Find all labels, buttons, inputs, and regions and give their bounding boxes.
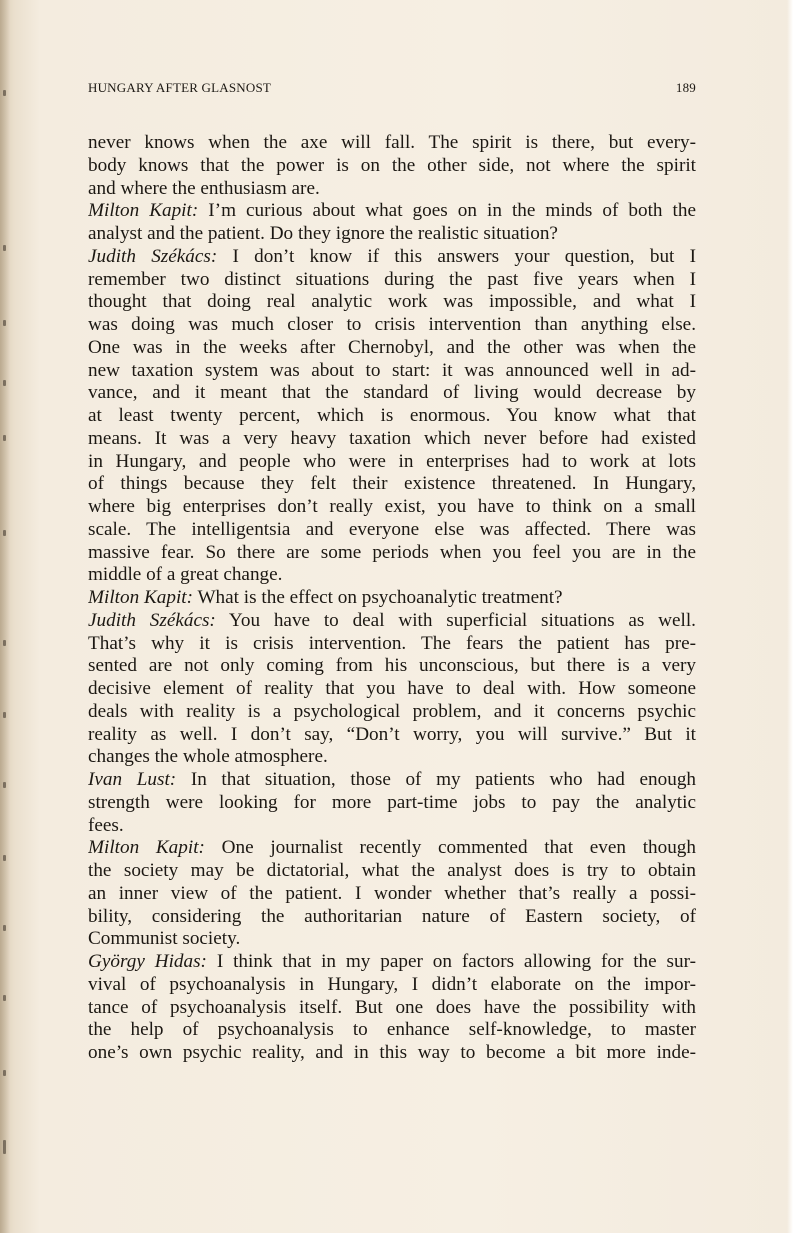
body-text — [88, 132, 696, 1065]
text-line — [88, 246, 696, 269]
margin-speck — [3, 782, 6, 788]
line-text: One was in the weeks after Chernobyl, and the other was when the — [88, 336, 696, 358]
margin-speck — [3, 712, 6, 718]
text-line — [88, 678, 696, 701]
text-line — [88, 155, 696, 178]
line-text: an inner view of the patient. I wonder whether that’s really a possi- — [88, 882, 696, 904]
text-line — [88, 337, 696, 360]
line-text: massive fear. So there are some periods when you feel you are in the — [88, 541, 696, 563]
text-line — [88, 701, 696, 724]
text-line — [88, 906, 696, 929]
text-line — [88, 291, 696, 314]
text-line — [88, 587, 696, 610]
line-text: I’m curious about what goes on in the minds of both the — [198, 200, 696, 222]
margin-speck — [3, 435, 6, 441]
line-text: fees. — [88, 814, 124, 836]
line-text: You have to deal with superficial situations as well. — [215, 609, 696, 631]
speaker-name: Judith Székács: — [88, 245, 218, 267]
line-text: the society may be dictatorial, what the analyst does is try to obtain — [88, 860, 696, 881]
page-edge — [787, 0, 793, 1233]
margin-speck — [3, 380, 6, 386]
text-line — [88, 405, 696, 428]
line-text: analyst and the patient. Do they ignore the realistic situation? — [88, 223, 558, 244]
text-line — [88, 200, 696, 223]
text-line — [88, 132, 696, 155]
line-text: One journalist recently commented that even though — [204, 837, 696, 859]
running-head-title: HUNGARY AFTER GLASNOST — [88, 80, 272, 95]
binding-gutter-shadow — [0, 0, 10, 1233]
margin-speck — [3, 995, 6, 1001]
text-line — [88, 655, 696, 678]
margin-speck — [3, 320, 6, 326]
text-line — [88, 178, 696, 201]
text-line — [88, 837, 696, 860]
margin-speck — [3, 530, 6, 536]
speaker-name: Ivan Lust: — [88, 769, 177, 790]
text-line — [88, 792, 696, 815]
text-line — [88, 860, 696, 883]
line-text: I don’t know if this answers your question, but I — [217, 245, 696, 267]
line-text: scale. The intelligentsia and everyone else was affected. There was — [88, 518, 696, 540]
line-text: tance of psychoanalysis itself. But one does have the possibility with — [88, 996, 696, 1018]
text-line — [88, 360, 696, 383]
text-line — [88, 542, 696, 565]
text-line — [88, 314, 696, 337]
text-line — [88, 815, 696, 838]
line-text: in Hungary, and people who were in enterprises had to work at lots — [88, 450, 696, 472]
running-header — [88, 80, 696, 100]
text-line — [88, 928, 696, 951]
text-line — [88, 473, 696, 496]
text-line — [88, 428, 696, 451]
margin-speck — [3, 245, 6, 251]
text-line — [88, 269, 696, 292]
margin-speck — [3, 90, 6, 96]
line-text: I think that in my paper on factors allowing for the sur- — [206, 951, 696, 972]
line-text: strength were looking for more part-time jobs to pay the analytic — [88, 791, 696, 813]
line-text: middle of a great change. — [88, 564, 283, 586]
line-text: was doing was much closer to crisis intervention than anything else. — [88, 314, 696, 335]
line-text: and where the enthusiasm are. — [88, 177, 320, 199]
text-line — [88, 769, 696, 792]
text-line — [88, 951, 696, 974]
text-line — [88, 223, 696, 246]
text-line — [88, 1042, 696, 1065]
line-text: remember two distinct situations during the past five years when I — [88, 268, 696, 290]
speaker-name: Milton Kapit: — [88, 200, 199, 222]
text-line — [88, 496, 696, 519]
line-text: What is the effect on psychoanalytic treatment? — [193, 587, 563, 608]
margin-speck — [3, 640, 6, 646]
margin-speck — [3, 855, 6, 861]
text-line — [88, 724, 696, 747]
line-text: vance, and it meant that the standard of living would decrease by — [88, 382, 696, 404]
line-text: changes the whole atmosphere. — [88, 746, 328, 768]
text-line — [88, 564, 696, 587]
text-line — [88, 519, 696, 542]
text-line — [88, 997, 696, 1020]
text-line — [88, 610, 696, 633]
line-text: sented are not only coming from his unconscious, but there is a very — [88, 655, 696, 677]
line-text: In that situation, those of my patients who had enough — [176, 769, 696, 790]
text-line — [88, 382, 696, 405]
line-text: the help of psychoanalysis to enhance self-knowledge, to master — [88, 1019, 696, 1041]
line-text: bility, considering the authoritarian nature of Eastern society, of — [88, 905, 696, 927]
text-line — [88, 451, 696, 474]
speaker-name: Milton Kapit: — [88, 837, 205, 859]
margin-speck — [3, 1140, 6, 1154]
line-text: decisive element of reality that you have to deal with. How someone — [88, 678, 696, 699]
speaker-name: György Hidas: — [88, 951, 207, 972]
speaker-name: Judith Székács: — [88, 609, 216, 631]
line-text: deals with reality is a psychological problem, and it concerns psychic — [88, 700, 696, 722]
text-line — [88, 883, 696, 906]
line-text: new taxation system was about to start: it was announced well in ad- — [88, 359, 696, 381]
margin-speck — [3, 1070, 6, 1076]
line-text: where big enterprises don’t really exist, you have to think on a small — [88, 496, 696, 517]
line-text: never knows when the axe will fall. The spirit is there, but every- — [88, 132, 696, 153]
text-line — [88, 633, 696, 656]
line-text: vival of psychoanalysis in Hungary, I didn’t elaborate on the impor- — [88, 973, 696, 995]
line-text: That’s why it is crisis intervention. The fears the patient has pre- — [88, 632, 696, 654]
line-text: thought that doing real analytic work was impossible, and what I — [88, 291, 696, 313]
line-text: reality as well. I don’t say, “Don’t worry, you will survive.” But it — [88, 723, 696, 745]
speaker-name: Milton Kapit: — [88, 587, 193, 608]
line-text: body knows that the power is on the other side, not where the spirit — [88, 154, 696, 176]
line-text: one’s own psychic reality, and in this way to become a bit more inde- — [88, 1042, 696, 1063]
line-text: means. It was a very heavy taxation which never before had existed — [88, 427, 696, 449]
text-line — [88, 974, 696, 997]
margin-speck — [3, 925, 6, 931]
page-number: 189 — [675, 80, 696, 95]
line-text: Communist society. — [88, 928, 241, 950]
text-line — [88, 746, 696, 769]
line-text: of things because they felt their existence threatened. In Hungary, — [88, 473, 696, 495]
line-text: at least twenty percent, which is enormous. You know what that — [88, 405, 696, 426]
text-line — [88, 1019, 696, 1042]
